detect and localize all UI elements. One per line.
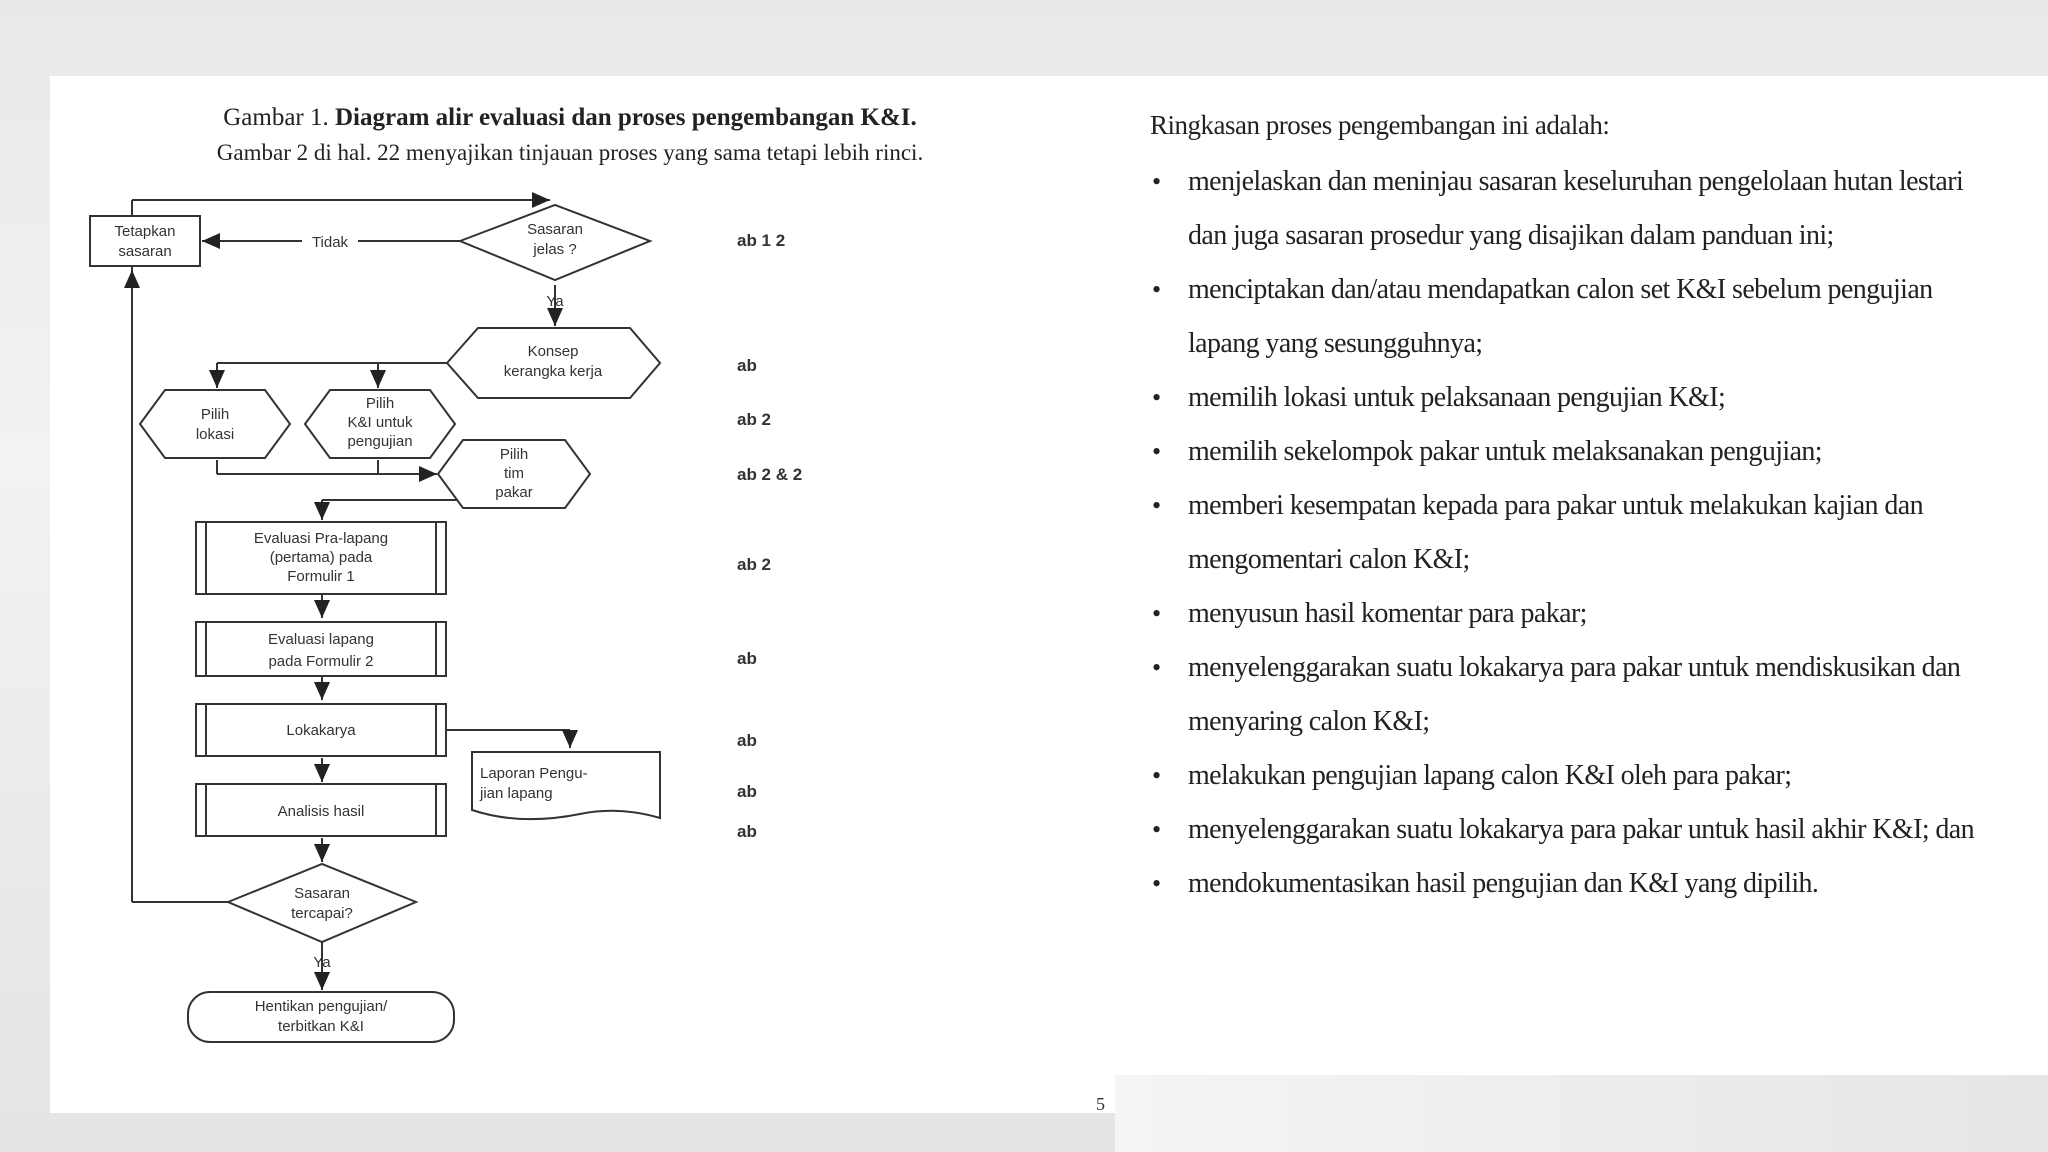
bullet-icon: • [1152,599,1161,628]
ref-9: ab [737,822,757,841]
eval-pra-line3: Formulir 1 [287,568,355,585]
bullet-icon: • [1152,761,1161,790]
ref-6: ab [737,649,757,668]
tercapai-line2: tercapai? [291,905,353,922]
list-item: • memilih lokasi untuk pelaksanaan pengujian K&I; [1150,371,1980,425]
ref-3: ab 2 [737,410,772,429]
list-item: • memilih sekelompok pakar untuk melaksanakan pengujian; [1150,425,1980,479]
ref-7: ab [737,731,757,750]
eval-pra-line2: (pertama) pada [269,549,373,566]
bullet-icon: • [1152,491,1161,520]
sasaran-jelas-line2: jelas ? [533,241,577,258]
lokakarya-text: Lokakarya [286,722,356,739]
bullet-icon: • [1152,869,1161,898]
hex-pilih-lokasi [140,390,290,458]
list-item: • menciptakan dan/atau mendapatkan calon set K&I sebelum pengujian lapang yang sesungguhnya; [1150,263,1980,371]
list-item: • menyusun hasil komentar para pakar; [1150,587,1980,641]
hentikan-line2: terbitkan K&I [278,1018,364,1035]
summary-intro: Ringkasan proses pengembangan ini adalah: [1150,110,1610,140]
ref-5: ab 2 [737,555,772,574]
bullet-icon: • [1152,437,1161,466]
summary-section [1150,110,1980,911]
laporan-line2: jian lapang [480,785,553,802]
pilih-tim-line3: pakar [495,484,533,501]
figure-caption-subtitle: Gambar 2 di hal. 22 menyajikan tinjauan proses yang sama tetapi lebih rinci. [216,140,924,165]
figure-caption-bold: Diagram alir evaluasi dan proses pengembangan K&I. [335,104,917,131]
list-item: • mendokumentasikan hasil pengujian dan K&I yang dipilih. [1150,857,1980,911]
eval-lapang-line2: pada Formulir 2 [268,653,374,670]
tetapkan-line1: Tetapkan [114,223,176,240]
pilih-tim-line1: Pilih [499,446,529,463]
label-ya-1: Ya [546,293,564,310]
eval-lapang-line1: Evaluasi lapang [268,631,374,648]
konsep-line2: kerangka kerja [503,363,603,380]
label-tidak: Tidak [311,234,349,251]
list-item: • memberi kesempatan kepada para pakar untuk melakukan kajian dan mengomentari calon K&I; [1150,479,1980,587]
eval-pra-line1: Evaluasi Pra-lapang [253,530,389,547]
ref-8: ab [737,782,757,801]
konsep-line1: Konsep [527,343,579,360]
pilih-lokasi-line1: Pilih [200,406,230,423]
analisis-text: Analisis hasil [277,803,365,820]
page-number: 5 [1096,1094,1105,1114]
list-item: • menyelenggarakan suatu lokakarya para pakar untuk hasil akhir K&I; dan [1150,803,1980,857]
figure-caption-prefix: Gambar 1. [223,104,329,131]
sasaran-jelas-line1: Sasaran [527,221,583,238]
ref-1: ab 1 2 [737,231,786,250]
list-item: • menyelenggarakan suatu lokakarya para pakar untuk mendiskusikan dan menyaring calon K&I; [1150,641,1980,749]
hentikan-line1: Hentikan pengujian/ [254,998,388,1015]
bullet-icon: • [1152,815,1161,844]
summary-list [1150,155,1980,911]
tetapkan-line2: sasaran [118,243,172,260]
bullet-icon: • [1152,275,1161,304]
pilih-lokasi-line2: lokasi [195,426,235,443]
pilih-ki-line3: pengujian [347,433,413,450]
pilih-ki-line1: Pilih [365,395,395,412]
decision-sasaran-tercapai [228,864,416,942]
list-item: • menjelaskan dan meninjau sasaran keseluruhan pengelolaan hutan lestari dan juga sasaran prosedur yang disajikan dalam panduan ini; [1150,155,1980,263]
tercapai-line1: Sasaran [294,885,350,902]
pilih-tim-line2: tim [504,465,524,482]
list-item: • melakukan pengujian lapang calon K&I oleh para pakar; [1150,749,1980,803]
pilih-ki-line2: K&I untuk [347,414,413,431]
laporan-line1: Laporan Pengu- [480,765,588,782]
ref-2: ab [737,356,757,375]
bullet-icon: • [1152,653,1161,682]
bullet-icon: • [1152,383,1161,412]
ref-4: ab 2 & 2 [737,465,803,484]
label-ya-2: Ya [313,954,331,971]
bullet-icon: • [1152,167,1161,196]
